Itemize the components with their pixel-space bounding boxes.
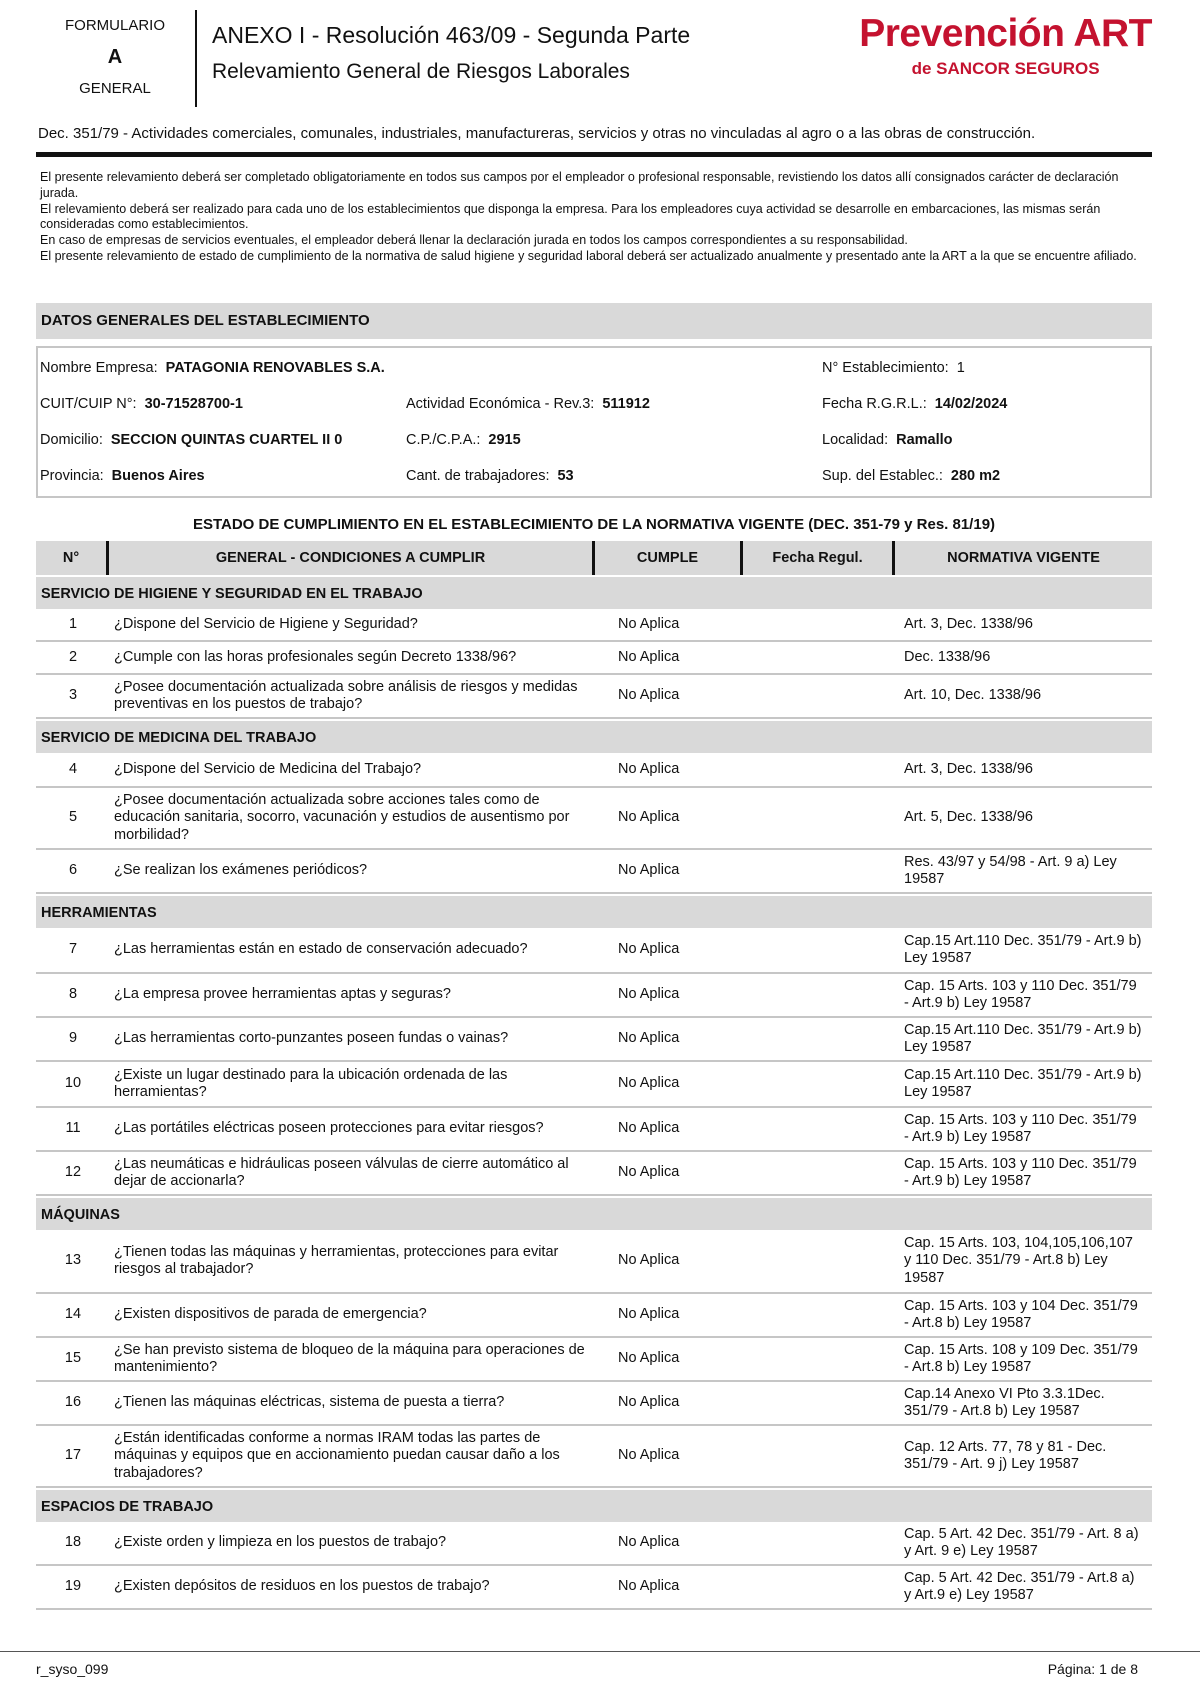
row-regularization-date — [740, 1382, 892, 1424]
row-question: ¿Se realizan los exámenes periódicos? — [114, 862, 368, 879]
row-question: ¿Existe orden y limpieza en los puestos de trabajo? — [114, 1534, 447, 1551]
row-question: ¿Están identificadas conforme a normas IRAM todas las partes de máquinas y equipos que en accionamiento puedan causar daño a los trabajadores? — [114, 1429, 560, 1481]
form-label: FORMULARIO — [64, 17, 165, 34]
workers-value: 53 — [557, 468, 574, 484]
header-regularization-date: Fecha Regul. — [740, 541, 892, 575]
row-regulation: Cap. 15 Arts. 103 y 110 Dec. 351/79 - Art.9 b) Ley 19587 — [904, 1111, 1137, 1145]
row-number: 3 — [68, 687, 78, 704]
row-regularization-date — [740, 928, 892, 972]
activity-value: 511912 — [602, 396, 650, 412]
row-question: ¿Existen dispositivos de parada de emergencia? — [114, 1306, 427, 1323]
decree-line: Dec. 351/79 - Actividades comerciales, comunales, industriales, manufactureras, servicios y otras no vinculadas al agro o a las obras de construcción. — [38, 125, 1036, 142]
footer-code: r_syso_099 — [36, 1661, 109, 1677]
header-number: N° — [62, 550, 80, 566]
province-value: Buenos Aires — [111, 468, 205, 484]
row-regulation: Dec. 1338/96 — [904, 648, 991, 665]
row-question: ¿Las herramientas corto-punzantes poseen fundas o vainas? — [114, 1030, 509, 1047]
row-regulation: Cap. 5 Art. 42 Dec. 351/79 - Art.8 a) y Art.9 e) Ley 19587 — [904, 1569, 1135, 1603]
section-header: ESPACIOS DE TRABAJO — [36, 1488, 1152, 1522]
table-row — [36, 609, 1152, 642]
row-complies: No Aplica — [618, 862, 680, 879]
workers-field — [406, 468, 574, 484]
row-regulation: Cap. 12 Arts. 77, 78 y 81 - Dec. 351/79 - Art. 9 j) Ley 19587 — [904, 1438, 1107, 1472]
row-regulation: Cap. 15 Arts. 103, 104,105,106,107 y 110 Dec. 351/79 - Art.8 b) Ley 19587 — [904, 1234, 1133, 1286]
company-value: PATAGONIA RENOVABLES S.A. — [165, 360, 385, 376]
row-question: ¿La empresa provee herramientas aptas y seguras? — [114, 986, 451, 1003]
row-regularization-date — [740, 675, 892, 717]
address-label: Domicilio: — [40, 432, 103, 448]
brand-name: Prevención ART — [859, 12, 1152, 55]
footer-rule — [0, 1651, 1200, 1652]
cuit-label: CUIT/CUIP N°: — [40, 396, 137, 412]
table-row — [36, 1152, 1152, 1196]
row-regulation: Art. 3, Dec. 1338/96 — [904, 615, 1033, 632]
cuit-value: 30-71528700-1 — [144, 396, 243, 412]
row-complies: No Aplica — [618, 1350, 680, 1367]
cuit-field — [40, 396, 243, 412]
province-field — [40, 468, 205, 484]
row-question: ¿Se han previsto sistema de bloqueo de la máquina para operaciones de mantenimiento? — [114, 1341, 585, 1375]
row-regularization-date — [740, 1018, 892, 1060]
table-row — [36, 1230, 1152, 1294]
header-conditions: GENERAL - CONDICIONES A CUMPLIR — [106, 541, 592, 575]
section-header: SERVICIO DE HIGIENE Y SEGURIDAD EN EL TRABAJO — [36, 575, 1152, 609]
row-number: 9 — [68, 1030, 78, 1047]
table-row — [36, 1062, 1152, 1108]
row-regulation: Art. 3, Dec. 1338/96 — [904, 760, 1033, 777]
row-number: 7 — [68, 941, 78, 958]
table-row — [36, 642, 1152, 675]
row-regulation: Cap.15 Art.110 Dec. 351/79 - Art.9 b) Ley 19587 — [904, 1066, 1142, 1100]
province-label: Provincia: — [40, 468, 104, 484]
row-complies: No Aplica — [618, 1534, 680, 1551]
row-complies: No Aplica — [618, 1164, 680, 1181]
surface-value: 280 m2 — [950, 468, 1001, 484]
header-regulation: NORMATIVA VIGENTE — [892, 541, 1152, 575]
row-regularization-date — [740, 974, 892, 1016]
row-regularization-date — [740, 1230, 892, 1292]
row-regularization-date — [740, 753, 892, 786]
row-complies: No Aplica — [618, 615, 680, 632]
intro-paragraph: El presente relevamiento de estado de cumplimiento de la normativa de salud higiene y seguridad laboral deberá ser actualizado anualmente y presentado ante la ART a la que se encuentre afiliado. — [40, 248, 1137, 263]
row-number: 18 — [64, 1534, 82, 1551]
postal-code-label: C.P./C.P.A.: — [406, 432, 481, 448]
table-row — [36, 1108, 1152, 1152]
row-regularization-date — [740, 788, 892, 848]
row-regularization-date — [740, 1426, 892, 1486]
table-row — [36, 1566, 1152, 1610]
document-title: ANEXO I - Resolución 463/09 - Segunda Parte — [212, 22, 691, 48]
row-number: 6 — [68, 862, 78, 879]
row-question: ¿Existen depósitos de residuos en los puestos de trabajo? — [114, 1578, 490, 1595]
row-question: ¿Las herramientas están en estado de conservación adecuado? — [114, 941, 528, 958]
row-number: 10 — [64, 1075, 82, 1092]
table-row — [36, 753, 1152, 788]
intro-text — [40, 170, 1152, 265]
row-question: ¿Cumple con las horas profesionales según Decreto 1338/96? — [114, 648, 517, 665]
row-question: ¿Posee documentación actualizada sobre acciones tales como de educación sanitaria, socorro, vacunación y estudios de ausentismo por morbilidad? — [114, 791, 570, 843]
general-section-title: DATOS GENERALES DEL ESTABLECIMIENTO — [36, 303, 1152, 339]
row-complies: No Aplica — [618, 1394, 680, 1411]
section-header: HERRAMIENTAS — [36, 894, 1152, 928]
header-divider — [195, 10, 197, 107]
brand-sub: de SANCOR SEGUROS — [911, 59, 1100, 78]
form-type: GENERAL — [79, 80, 151, 97]
table-row — [36, 788, 1152, 850]
header-rule — [36, 152, 1152, 157]
row-regularization-date — [740, 1338, 892, 1380]
row-number: 13 — [64, 1252, 82, 1269]
row-regularization-date — [740, 850, 892, 892]
row-complies: No Aplica — [618, 687, 680, 704]
activity-label: Actividad Económica - Rev.3: — [406, 396, 595, 412]
row-complies: No Aplica — [618, 648, 680, 665]
row-number: 8 — [68, 986, 78, 1003]
date-value: 14/02/2024 — [934, 396, 1008, 412]
brand-logo — [859, 14, 1152, 79]
postal-code-value: 2915 — [488, 432, 521, 448]
header-complies: CUMPLE — [592, 541, 740, 575]
row-complies: No Aplica — [618, 809, 680, 826]
row-regulation: Cap. 15 Arts. 103 y 104 Dec. 351/79 - Art.8 b) Ley 19587 — [904, 1297, 1138, 1331]
table-header — [36, 541, 1152, 575]
establishment-number-label: N° Establecimiento: — [822, 360, 949, 376]
row-question: ¿Las portátiles eléctricas poseen protecciones para evitar riesgos? — [114, 1120, 544, 1137]
row-number: 5 — [68, 809, 78, 826]
footer-page: Página: 1 de 8 — [1047, 1661, 1138, 1677]
table-row — [36, 675, 1152, 719]
row-question: ¿Las neumáticas e hidráulicas poseen válvulas de cierre automático al dejar de accionarla? — [114, 1155, 569, 1189]
row-complies: No Aplica — [618, 941, 680, 958]
table-row — [36, 1338, 1152, 1382]
row-question: ¿Existe un lugar destinado para la ubicación ordenada de las herramientas? — [114, 1066, 508, 1100]
date-field — [822, 396, 1007, 412]
row-complies: No Aplica — [618, 1447, 680, 1464]
row-number: 17 — [64, 1447, 82, 1464]
row-regulation: Cap. 5 Art. 42 Dec. 351/79 - Art. 8 a) y Art. 9 e) Ley 19587 — [904, 1525, 1139, 1559]
row-regulation: Art. 10, Dec. 1338/96 — [904, 687, 1042, 704]
company-field — [40, 360, 385, 376]
row-number: 14 — [64, 1306, 82, 1323]
table-row — [36, 1426, 1152, 1488]
table-row — [36, 1522, 1152, 1566]
row-regulation: Cap. 15 Arts. 103 y 110 Dec. 351/79 - Art.9 b) Ley 19587 — [904, 977, 1137, 1011]
activity-field — [406, 396, 650, 412]
locality-label: Localidad: — [822, 432, 889, 448]
establishment-info — [36, 346, 1152, 498]
form-label-block — [40, 14, 190, 96]
surface-label: Sup. del Establec.: — [822, 468, 943, 484]
row-complies: No Aplica — [618, 1075, 680, 1092]
row-regularization-date — [740, 1108, 892, 1150]
compliance-table-title: ESTADO DE CUMPLIMIENTO EN EL ESTABLECIMIENTO DE LA NORMATIVA VIGENTE (DEC. 351-79 y Res. 81/19) — [192, 516, 996, 533]
section-header: MÁQUINAS — [36, 1196, 1152, 1230]
document-subtitle: Relevamiento General de Riesgos Laborales — [212, 60, 630, 83]
company-label: Nombre Empresa: — [40, 360, 158, 376]
row-number: 15 — [64, 1350, 82, 1367]
row-number: 19 — [64, 1578, 82, 1595]
row-question: ¿Dispone del Servicio de Higiene y Seguridad? — [114, 615, 418, 632]
table-row — [36, 1018, 1152, 1062]
establishment-number-field — [822, 360, 965, 376]
intro-paragraph: En caso de empresas de servicios eventuales, el empleador deberá llenar la declaración jurada en todos los campos correspondientes a su responsabilidad. — [40, 233, 908, 248]
table-row — [36, 974, 1152, 1018]
row-regularization-date — [740, 1062, 892, 1106]
locality-value: Ramallo — [896, 432, 953, 448]
establishment-number-value: 1 — [956, 360, 965, 376]
row-regulation: Cap. 15 Arts. 103 y 110 Dec. 351/79 - Art.9 b) Ley 19587 — [904, 1155, 1137, 1189]
postal-code-field — [406, 432, 521, 448]
row-complies: No Aplica — [618, 760, 680, 777]
row-regularization-date — [740, 1152, 892, 1194]
row-regularization-date — [740, 1566, 892, 1608]
row-question: ¿Dispone del Servicio de Medicina del Trabajo? — [114, 760, 422, 777]
row-complies: No Aplica — [618, 1030, 680, 1047]
intro-paragraph: El relevamiento deberá ser realizado para cada uno de los establecimientos que disponga la empresa. Para los empleadores cuya actividad se desarrolle en embarcaciones, las mismas serán consideradas como establecimientos. — [40, 201, 1101, 232]
row-regulation: Art. 5, Dec. 1338/96 — [904, 809, 1033, 826]
row-regulation: Cap.15 Art.110 Dec. 351/79 - Art.9 b) Ley 19587 — [904, 932, 1142, 966]
row-number: 12 — [64, 1164, 82, 1181]
table-row — [36, 1382, 1152, 1426]
row-number: 1 — [68, 615, 78, 632]
row-complies: No Aplica — [618, 986, 680, 1003]
address-field — [40, 432, 342, 448]
table-row — [36, 850, 1152, 894]
row-complies: No Aplica — [618, 1306, 680, 1323]
row-complies: No Aplica — [618, 1120, 680, 1137]
row-complies: No Aplica — [618, 1578, 680, 1595]
compliance-table — [36, 541, 1152, 1610]
table-row — [36, 928, 1152, 974]
date-label: Fecha R.G.R.L.: — [822, 396, 927, 412]
address-value: SECCION QUINTAS CUARTEL II 0 — [110, 432, 343, 448]
row-number: 16 — [64, 1394, 82, 1411]
row-number: 2 — [68, 648, 78, 665]
row-regulation: Res. 43/97 y 54/98 - Art. 9 a) Ley 19587 — [904, 853, 1117, 887]
workers-label: Cant. de trabajadores: — [406, 468, 550, 484]
form-letter: A — [107, 46, 123, 68]
row-question: ¿Tienen todas las máquinas y herramientas, protecciones para evitar riesgos al trabajador? — [114, 1243, 559, 1277]
row-regularization-date — [740, 609, 892, 640]
locality-field — [822, 432, 953, 448]
row-question: ¿Posee documentación actualizada sobre análisis de riesgos y medidas preventivas en los puestos de trabajo? — [114, 678, 578, 712]
row-regularization-date — [740, 642, 892, 673]
row-number: 11 — [65, 1120, 81, 1137]
section-header: SERVICIO DE MEDICINA DEL TRABAJO — [36, 719, 1152, 753]
intro-paragraph: El presente relevamiento deberá ser completado obligatoriamente en todos sus campos por el empleador o profesional responsable, revistiendo los datos allí consignados carácter de declaración jurada. — [40, 170, 1119, 200]
row-regularization-date — [740, 1522, 892, 1564]
row-regulation: Cap.15 Art.110 Dec. 351/79 - Art.9 b) Ley 19587 — [904, 1021, 1142, 1055]
row-regulation: Cap. 15 Arts. 108 y 109 Dec. 351/79 - Art.8 b) Ley 19587 — [904, 1341, 1138, 1375]
surface-field — [822, 468, 1000, 484]
row-regulation: Cap.14 Anexo VI Pto 3.3.1Dec. 351/79 - Art.8 b) Ley 19587 — [904, 1385, 1105, 1419]
table-body — [36, 575, 1152, 1610]
row-number: 4 — [68, 760, 78, 777]
row-complies: No Aplica — [618, 1252, 680, 1269]
row-regularization-date — [740, 1294, 892, 1336]
row-question: ¿Tienen las máquinas eléctricas, sistema de puesta a tierra? — [114, 1394, 505, 1411]
table-row — [36, 1294, 1152, 1338]
